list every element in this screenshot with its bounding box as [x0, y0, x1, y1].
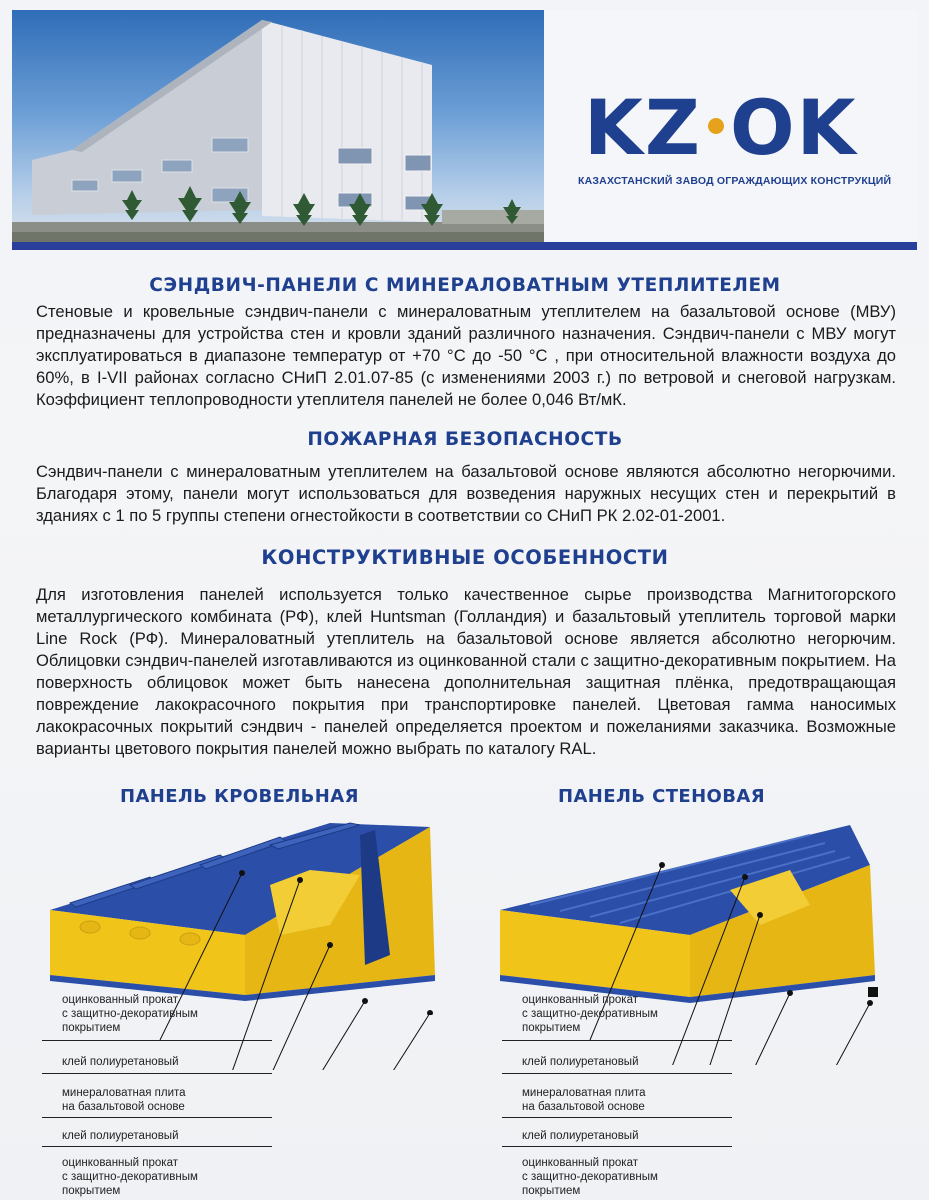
legend-rule	[502, 1117, 732, 1118]
section-text-design: Для изготовления панелей используется только качественное сырье производства Магнитогорского металлургического комбината (РФ), клей Huntsman (Голландия) и базальтовый утеплитель торговой марки Line Rock (РФ). Минераловатный утеплитель на базальтовой основе является абсолютно негорючим. Облицовки сэндвич-панелей изготавливаются из оцинкованной стали с защитно-декоративным покрытием. На поверхность облицовок может быть нанесена дополнительная защитная плёнка, предотвращающая повреждение лакокрасочного покрытия при транспортировке панелей. Цветовая гамма наносимых лакокрасочных покрытий сэндвич - панелей определяется проектом и пожеланиями заказчика. Возможные варианты цветового покрытия панелей можно выбрать по каталогу RAL.	[36, 585, 896, 758]
legend-text: оцинкованный прокат	[522, 994, 638, 1006]
company-logo	[584, 83, 858, 172]
legend-text: с защитно-декоративным	[62, 1008, 198, 1020]
building-illustration	[12, 10, 544, 242]
legend-text: покрытием	[62, 1022, 121, 1034]
wall-leader-lines	[480, 865, 920, 1065]
section-title-fire: ПОЖАРНАЯ БЕЗОПАСНОСТЬ	[307, 429, 623, 450]
legend-text: оцинкованный прокат	[522, 1157, 638, 1169]
legend-text: покрытием	[522, 1185, 581, 1197]
legend-text: с защитно-декоративным	[62, 1171, 198, 1183]
roof-legend-item	[62, 1129, 179, 1143]
header	[12, 10, 917, 250]
logo-kz: KZ	[584, 83, 702, 172]
legend-text: минераловатная плита	[62, 1087, 186, 1099]
legend-text: минераловатная плита	[522, 1087, 646, 1099]
section-text-mineral: Стеновые и кровельные сэндвич-панели с минераловатным утеплителем на базальтовой основе (МВУ) предназначены для устройства стен и кровли зданий различного назначения. Сэндвич-панели с МВУ могут эксплуатироваться в диапазоне температур от +70 °С до -50 °С , при относительной влажности воздуха до 60%, в I-VII районах согласно СНиП 2.01.07-85 (с изменениями 2003 г.) по ветровой и снеговой нагрузкам. Коэффициент теплопроводности утеплителя панелей не более 0,046 Вт/мК.	[36, 302, 896, 409]
wall-panel-title: ПАНЕЛЬ СТЕНОВАЯ	[558, 786, 765, 807]
legend-text: покрытием	[522, 1022, 581, 1034]
company-subtitle: КАЗАХСТАНСКИЙ ЗАВОД ОГРАЖДАЮЩИХ КОНСТРУКЦИЙ	[578, 175, 892, 187]
legend-text: клей полиуретановый	[522, 1056, 639, 1068]
logo-dot-icon	[708, 118, 724, 134]
legend-rule	[42, 1146, 272, 1147]
roof-leader-lines	[0, 870, 440, 1070]
roof-legend-item	[62, 1156, 198, 1198]
legend-text: оцинкованный прокат	[62, 994, 178, 1006]
legend-rule	[42, 1073, 272, 1074]
legend-text: покрытием	[62, 1185, 121, 1197]
section-text-fire: Сэндвич-панели с минераловатным утеплителем на базальтовой основе являются абсолютно негорючими. Благодаря этому, панели могут использоваться для возведения наружных несущих стен и перекрытий в зданиях с 1 по 5 группы степени огнестойкости в соответствии со СНиП РК 2.02-01-2001.	[36, 462, 896, 525]
section-title-design: КОНСТРУКТИВНЫЕ ОСОБЕННОСТИ	[261, 546, 669, 569]
wall-legend-item	[522, 1129, 639, 1143]
wall-legend-item	[522, 1086, 646, 1114]
legend-rule	[42, 1117, 272, 1118]
logo-area	[544, 10, 917, 250]
legend-text: с защитно-декоративным	[522, 1171, 658, 1183]
logo-ok: OK	[730, 83, 858, 172]
legend-text: на базальтовой основе	[522, 1101, 645, 1113]
legend-rule	[502, 1073, 732, 1074]
legend-text: на базальтовой основе	[62, 1101, 185, 1113]
header-divider	[12, 242, 917, 250]
building-photo	[12, 10, 544, 242]
legend-text: клей полиуретановый	[62, 1056, 179, 1068]
legend-rule	[502, 1146, 732, 1147]
roof-panel-title: ПАНЕЛЬ КРОВЕЛЬНАЯ	[120, 786, 359, 807]
roof-legend-item	[62, 1086, 186, 1114]
legend-text: клей полиуретановый	[522, 1130, 639, 1142]
legend-text: оцинкованный прокат	[62, 1157, 178, 1169]
legend-text: клей полиуретановый	[62, 1130, 179, 1142]
section-title-mineral: СЭНДВИЧ-ПАНЕЛИ С МИНЕРАЛОВАТНЫМ УТЕПЛИТЕЛЕМ	[149, 275, 781, 296]
legend-text: с защитно-декоративным	[522, 1008, 658, 1020]
wall-legend-item	[522, 1156, 658, 1198]
